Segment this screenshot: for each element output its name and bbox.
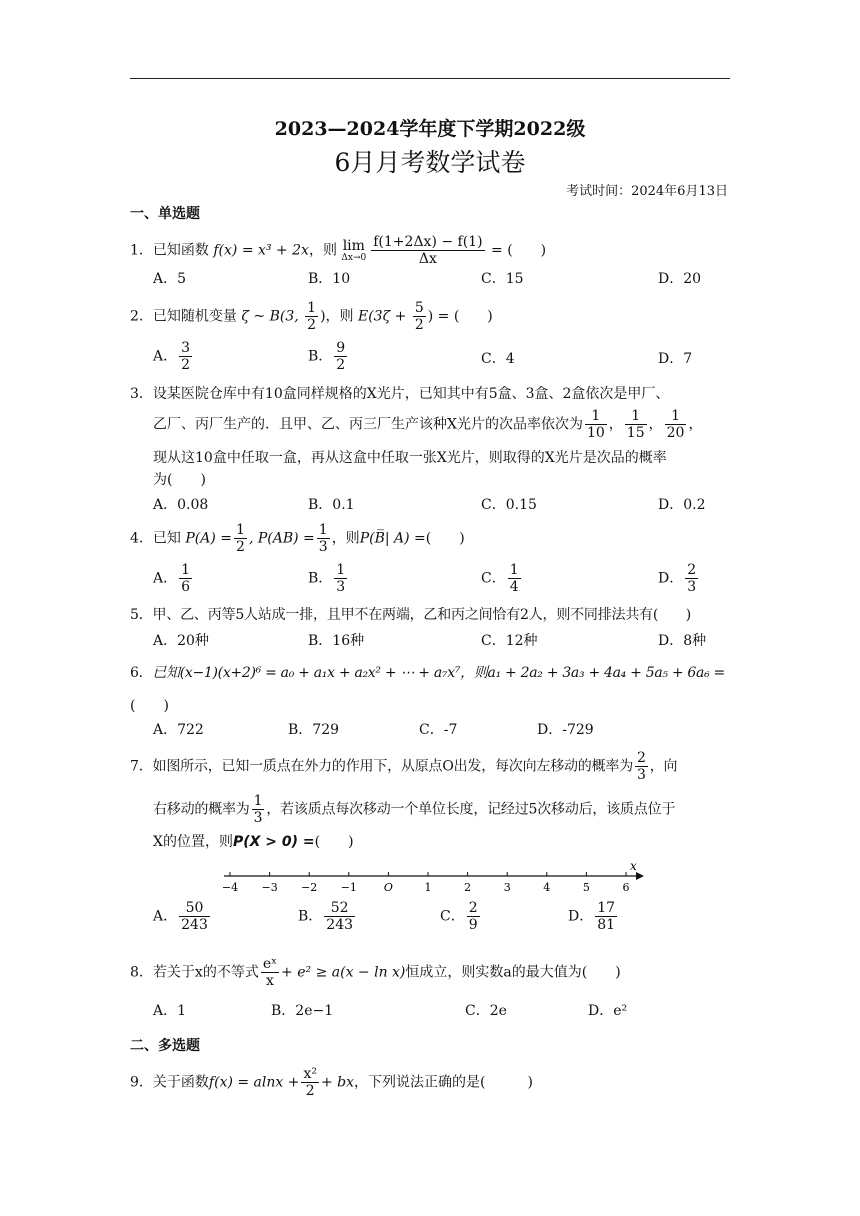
q1-text-a: 已知函数 [152, 242, 209, 259]
q8-option-a: A．1 [153, 1003, 187, 1019]
q6-options [153, 719, 733, 741]
section-multi-choice: 二、多选题 [130, 1038, 200, 1054]
axis-tick-label: 4 [543, 881, 551, 894]
question-6: 6．已知(x−1)(x+2)⁶ = a₀ + a₁x + a₂x² + ⋯ + a₇x⁷，则a₁ + 2a₂ + 3a₃ + 4a₄ + 5a₅ + 6a₆ = [130, 665, 725, 681]
q3-option-b: B．0.1 [308, 497, 355, 513]
top-rule [130, 78, 730, 79]
axis-tick-label: 6 [622, 881, 630, 894]
q1-option-b: B．10 [308, 271, 351, 287]
axis-ticks [222, 872, 630, 894]
q1-fraction: $\frac{f(1+2\Delta x) - f(1)}{\Delta x}$ [373, 234, 483, 267]
question-5: 5．甲、乙、丙等5人站成一排，且甲不在两端，乙和丙之间恰有2人，则不同排法共有( ) [130, 607, 692, 623]
q2-options [153, 340, 733, 376]
q7-option-a: A． $\frac{50}{243}$ [153, 900, 208, 933]
q8-option-c: C．2e [465, 1003, 507, 1019]
q8-option-d: D．e² [588, 1003, 628, 1019]
title-line-1: 2023—2024学年度下学期2022级 [274, 118, 586, 140]
q8-option-b: B．2e−1 [271, 1003, 334, 1019]
question-1 [130, 234, 732, 267]
q7-option-c: C． $\frac{2}{9}$ [440, 900, 478, 933]
q3-option-d: D．0.2 [658, 497, 706, 513]
q1-limit: lim Δx→0 [341, 237, 367, 263]
q2-distribution: ζ ~ B(3, [241, 308, 304, 325]
number-line-figure [218, 860, 644, 894]
axis-tick-label: O [383, 881, 393, 894]
q2-expectation: E(3ζ + [358, 308, 411, 325]
q3-options [153, 494, 733, 516]
q2-option-d: D．7 [658, 351, 693, 367]
q7-option-d: D． $\frac{17}{81}$ [568, 900, 616, 933]
q5-option-c: C．12种 [481, 633, 538, 649]
section-single-choice: 一、单选题 [130, 206, 200, 222]
axis-variable: x [630, 860, 637, 873]
q6-option-d: D．-729 [537, 722, 594, 738]
question-7-line-1: 7．如图所示，已知一质点在外力的作用下，从原点O出发，每次向左移动的概率为 $\frac{2}{3}$ ，向 [130, 750, 678, 783]
q2-option-c: C．4 [481, 351, 515, 367]
q5-option-a: A．20种 [153, 633, 209, 649]
q5-option-b: B．16种 [308, 633, 365, 649]
axis-tick-label: 5 [582, 881, 590, 894]
q4-option-c: C． $\frac{1}{4}$ [481, 562, 519, 595]
q1-function: f(x) = x³ + 2x [213, 242, 309, 259]
question-3-line-4: 为( ) [153, 472, 206, 488]
axis-tick-label: 3 [503, 881, 511, 894]
axis-tick-label: −4 [221, 881, 239, 894]
q1-option-d: D．20 [658, 271, 702, 287]
question-4: 4．已知 P(A) = $\frac{1}{2}$ , P(AB) = $\frac{1}{3}$ ，则P(B̅| A) =( ) [130, 522, 465, 555]
question-7-line-2: 右移动的概率为 $\frac{1}{3}$ ，若该质点每次移动一个单位长度，记经过5次移动后，该质点位于 [153, 793, 676, 826]
q8-options [153, 1000, 733, 1022]
q2-number: 2． [130, 308, 153, 325]
q2-option-a: A． $\frac{3}{2}$ [153, 340, 191, 373]
q7-options [153, 900, 733, 944]
q1-number: 1． [130, 242, 153, 259]
question-3-line-1: 3．设某医院仓库中有10盒同样规格的X光片，已知其中有5盒、3盒、2盒依次是甲厂、 [130, 386, 670, 402]
question-9: 9．关于函数f(x) = alnx + $\frac{\text{x²}}{2}$ + bx，下列说法正确的是( ) [130, 1066, 533, 1099]
q6-option-a: A．722 [153, 722, 204, 738]
question-8: 8．若关于x的不等式 $\frac{\text{eˣ}}{x}$ + e² ≥ a(x − ln x)恒成立，则实数a的最大值为( ) [130, 956, 621, 989]
q2-text-a: 已知随机变量 [152, 308, 237, 325]
axis-tick-label: −2 [301, 881, 318, 894]
q4-options [153, 562, 733, 598]
q2-half: $\frac{1}{2}$ [307, 300, 317, 333]
q2-text-b: )，则 [320, 308, 354, 325]
question-7-line-3: X的位置，则P(X > 0) =( ) [153, 834, 354, 850]
title-line-2: 6月月考数学试卷 [334, 148, 526, 177]
axis-tick-label: 1 [424, 881, 432, 894]
q7-option-b: B． $\frac{52}{243}$ [298, 900, 354, 933]
q5-options [153, 630, 733, 652]
q2-tail: ) = ( ) [427, 308, 493, 325]
q1-option-a: A．5 [153, 271, 187, 287]
q5-option-d: D．8种 [658, 633, 707, 649]
q1-options [153, 268, 733, 290]
q4-option-b: B． $\frac{1}{3}$ [308, 562, 346, 595]
exam-time: 考试时间：2024年6月13日 [566, 184, 728, 199]
question-3-line-3: 现从这10盒中任取一盒，再从这盒中任取一张X光片，则取得的X光片是次品的概率 [153, 450, 667, 466]
question-6-line-2: ( ) [130, 698, 169, 714]
q6-option-b: B．729 [288, 722, 340, 738]
q1-tail: = ( ) [491, 242, 547, 259]
axis-arrow-icon [636, 872, 644, 880]
q6-option-c: C．-7 [419, 722, 458, 738]
q2-option-b: B． $\frac{9}{2}$ [308, 340, 346, 373]
q1-text-b: ，则 [308, 242, 337, 259]
axis-tick-label: 2 [464, 881, 472, 894]
axis-tick-label: −1 [340, 881, 357, 894]
q3-option-a: A．0.08 [153, 497, 209, 513]
q3-option-c: C．0.15 [481, 497, 537, 513]
q1-option-c: C．15 [481, 271, 524, 287]
q4-option-d: D． $\frac{2}{3}$ [658, 562, 697, 595]
axis-tick-label: −3 [261, 881, 278, 894]
q2-five-halves: $\frac{5}{2}$ [414, 300, 424, 333]
question-3-line-2: 乙厂、丙厂生产的．且甲、乙、丙三厂生产该种X光片的次品率依次为 $\frac{1}{10}$ ， $\frac{1}{15}$ ， $\frac{1}{20}$ ， [153, 408, 703, 441]
q4-option-a: A． $\frac{1}{6}$ [153, 562, 191, 595]
question-2 [130, 300, 732, 333]
